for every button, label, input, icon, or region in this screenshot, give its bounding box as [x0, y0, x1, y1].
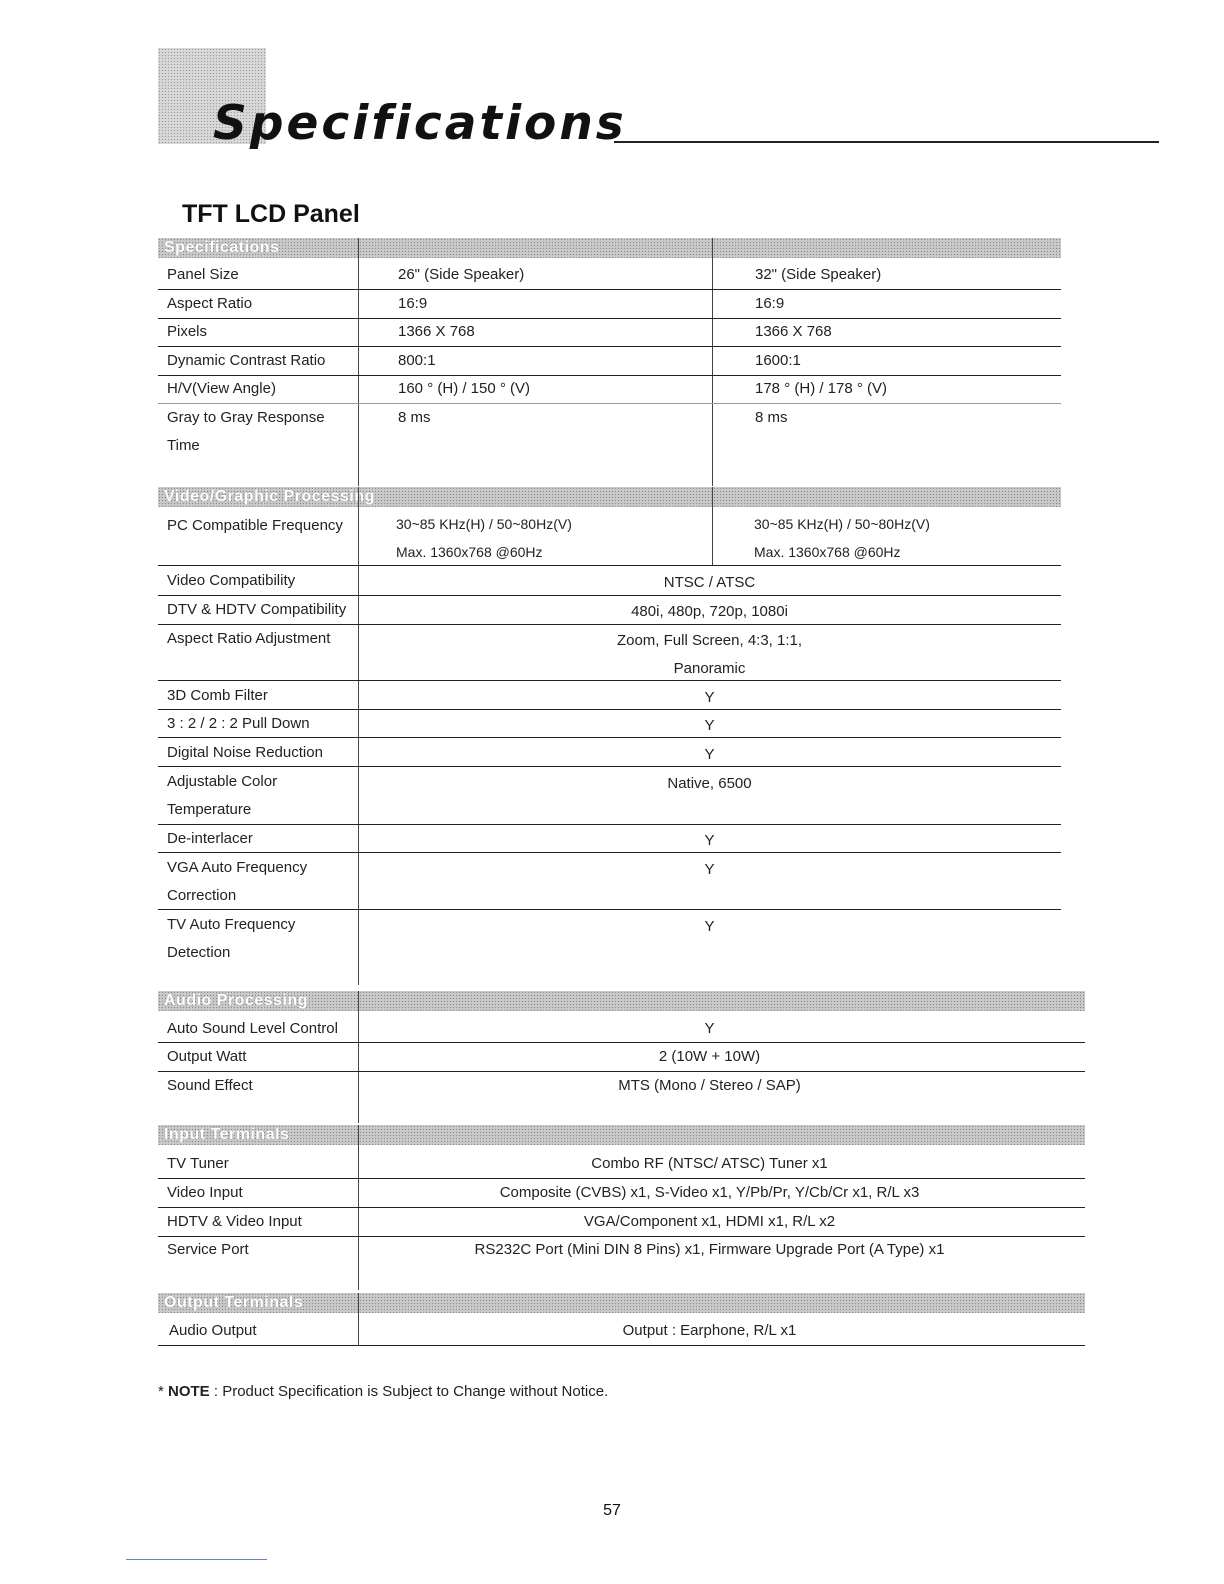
row-value-26: 30~85 KHz(H) / 50~80Hz(V): [396, 516, 572, 532]
table-row: [158, 1150, 1085, 1179]
table-row: [158, 1043, 1085, 1072]
group-band-video: [158, 487, 1061, 507]
row-label: H/V(View Angle): [167, 380, 276, 397]
row-label: Audio Output: [169, 1322, 257, 1339]
row-value-32: 1366 X 768: [755, 323, 832, 340]
row-label: TV Tuner: [167, 1155, 229, 1172]
row-value: MTS (Mono / Stereo / SAP): [618, 1077, 801, 1094]
row-value-26-max: Max. 1360x768 @60Hz: [396, 544, 543, 560]
row-label-cont: Time: [167, 437, 200, 454]
row-label-cont: Temperature: [167, 801, 252, 818]
row-value: Y: [704, 689, 715, 706]
table-row: [158, 375, 1061, 404]
table-row: [158, 567, 1061, 596]
footer-rule: [126, 1559, 267, 1560]
table-row: [158, 710, 1061, 738]
row-value-32: 8 ms: [755, 409, 788, 426]
row-value-26: 160 ° (H) / 150 ° (V): [398, 380, 531, 397]
row-label-cont: Detection: [167, 944, 231, 961]
row-label: Aspect Ratio Adjustment: [167, 630, 331, 647]
row-value-26: 8 ms: [398, 409, 431, 426]
row-value: Output : Earphone, R/L x1: [622, 1322, 797, 1339]
row-value: Y: [704, 746, 715, 763]
header-rule: [614, 141, 1159, 143]
row-label: 3D Comb Filter: [167, 687, 268, 704]
page-number: 57: [603, 1502, 621, 1519]
row-value: Y: [704, 861, 715, 878]
table-row: [158, 510, 1061, 566]
table-row: [158, 347, 1061, 376]
group-band-audio: [158, 991, 1085, 1011]
row-label: PC Compatible Frequency: [167, 517, 343, 534]
row-label: Sound Effect: [167, 1077, 253, 1094]
page-title: Specifications: [213, 96, 627, 151]
table-row: [158, 825, 1061, 853]
row-value-32: 32" (Side Speaker): [755, 266, 882, 283]
table-row: [158, 404, 1061, 486]
table-row: [158, 1317, 1085, 1346]
row-value-32-max: Max. 1360x768 @60Hz: [754, 544, 901, 560]
row-label: Auto Sound Level Control: [167, 1020, 338, 1037]
table-row: [158, 1072, 1085, 1123]
row-value-26: 1366 X 768: [398, 323, 475, 340]
row-value-32: 1600:1: [755, 352, 801, 369]
row-label: Gray to Gray Response: [167, 409, 325, 426]
table-row: [158, 261, 1061, 290]
row-label: Aspect Ratio: [167, 295, 253, 312]
row-value: 480i, 480p, 720p, 1080i: [631, 603, 788, 620]
row-label: Output Watt: [167, 1048, 247, 1065]
row-value-26: 800:1: [398, 352, 436, 369]
note-star: *: [158, 1383, 164, 1400]
row-value: Y: [704, 717, 715, 734]
row-value-32: 30~85 KHz(H) / 50~80Hz(V): [754, 516, 930, 532]
row-label: De-interlacer: [167, 830, 253, 847]
row-value: Y: [704, 832, 715, 849]
row-label: Digital Noise Reduction: [167, 744, 323, 761]
table-row: [158, 1015, 1085, 1043]
row-label: 3 : 2 / 2 : 2 Pull Down: [167, 715, 310, 732]
row-label: Dynamic Contrast Ratio: [167, 352, 326, 369]
row-value: RS232C Port (Mini DIN 8 Pins) x1, Firmware Upgrade Port (A Type) x1: [474, 1241, 945, 1258]
table-row: [158, 1208, 1085, 1237]
row-value: VGA/Component x1, HDMI x1, R/L x2: [583, 1213, 836, 1230]
row-value-26: 16:9: [398, 295, 428, 312]
group-band-output: [158, 1293, 1085, 1313]
row-value-32: 16:9: [755, 295, 785, 312]
row-value: Y: [704, 1020, 715, 1037]
section-title: TFT LCD Panel: [182, 200, 360, 228]
group-band-specifications: [158, 238, 1061, 258]
group-label: Specifications: [164, 239, 280, 256]
row-label: Adjustable Color: [167, 773, 278, 790]
row-label: Panel Size: [167, 266, 239, 283]
table-row: [158, 739, 1061, 767]
table-row: [158, 768, 1061, 825]
row-value-26: 26" (Side Speaker): [398, 266, 525, 283]
row-value-cont: Panoramic: [673, 660, 746, 677]
table-row: [158, 1179, 1085, 1208]
row-label: DTV & HDTV Compatibility: [167, 601, 347, 618]
note-text: : Product Specification is Subject to Change without Notice.: [213, 1383, 609, 1400]
group-label: Audio Processing: [164, 992, 309, 1009]
table-row: [158, 854, 1061, 910]
table-row: [158, 290, 1061, 319]
row-label: Pixels: [167, 323, 208, 340]
row-label: Video Input: [167, 1184, 243, 1201]
table-row: [158, 682, 1061, 710]
row-label-cont: Correction: [167, 887, 237, 904]
row-value: 2 (10W + 10W): [658, 1048, 761, 1065]
row-value: NTSC / ATSC: [663, 574, 756, 591]
row-label: TV Auto Frequency: [167, 916, 296, 933]
row-value: Composite (CVBS) x1, S-Video x1, Y/Pb/Pr, Y/Cb/Cr x1, R/L x3: [499, 1184, 920, 1201]
row-label: Service Port: [167, 1241, 249, 1258]
group-label: Input Terminals: [164, 1126, 290, 1143]
group-label: Output Terminals: [164, 1294, 304, 1311]
table-row: [158, 596, 1061, 625]
group-band-input: [158, 1125, 1085, 1145]
row-label: HDTV & Video Input: [167, 1213, 302, 1230]
table-row: [158, 625, 1061, 681]
note-label: NOTE: [168, 1383, 210, 1400]
row-value: Combo RF (NTSC/ ATSC) Tuner x1: [591, 1155, 828, 1172]
table-row: [158, 911, 1061, 985]
row-value-32: 178 ° (H) / 178 ° (V): [755, 380, 888, 397]
table-row: [158, 318, 1061, 347]
row-label: Video Compatibility: [167, 572, 296, 589]
row-value: Native, 6500: [667, 775, 752, 792]
group-label: Video/Graphic Processing: [164, 488, 375, 505]
row-value: Zoom, Full Screen, 4:3, 1:1,: [616, 632, 803, 649]
table-row: [158, 1236, 1085, 1290]
footnote: [158, 1381, 608, 1403]
row-value: Y: [704, 918, 715, 935]
row-label: VGA Auto Frequency: [167, 859, 308, 876]
